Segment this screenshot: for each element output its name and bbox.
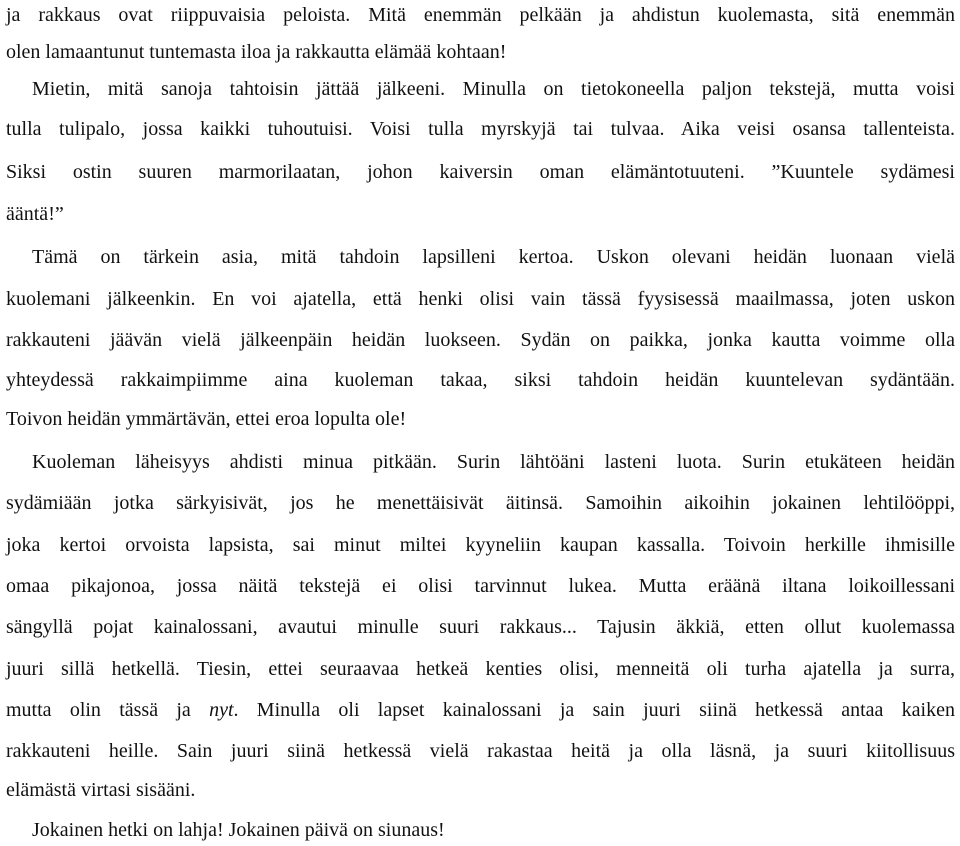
text-line: Jokainen hetki on lahja! Jokainen päivä on siunaus! [32,819,445,841]
text-line: ja rakkaus ovat riippuvaisia peloista. Mitä enemmän pelkään ja ahdistun kuolemasta, sitä enemmän [6,4,955,26]
text-line: rakkauteni jäävän vielä jälkeenpäin heidän luokseen. Sydän on paikka, jonka kautta voimme olla [6,329,955,351]
text-line: sängyllä pojat kainalossani, avautui minulle suuri rakkaus... Tajusin äkkiä, etten ollut kuolemassa [6,616,955,638]
emphasis-word: nyt [209,699,234,721]
text-line: omaa pikajonoa, jossa näitä tekstejä ei olisi tarvinnut lukea. Mutta eräänä iltana loikoillessani [6,575,955,597]
text-line: kuolemani jälkeenkin. En voi ajatella, että henki olisi vain tässä fyysisessä maailmassa, joten uskon [6,288,955,310]
text-line: juuri sillä hetkellä. Tiesin, ettei seuraavaa hetkeä kenties olisi, menneitä oli turha ajatella ja surra, [6,658,955,680]
text-line: ääntä!” [6,203,64,225]
text-line: tulla tulipalo, jossa kaikki tuhoutuisi. Voisi tulla myrskyjä tai tulvaa. Aika veisi osansa tallenteista. [6,118,955,140]
text-line: mutta olin tässä ja nyt. Minulla oli lapset kainalossani ja sain juuri siinä hetkessä antaa kaiken [6,699,955,721]
text-line: yhteydessä rakkaimpiimme aina kuoleman takaa, siksi tahdoin heidän kuuntelevan sydäntään. [6,369,955,391]
text-line: joka kertoi orvoista lapsista, sai minut miltei kyyneliin kaupan kassalla. Toivoin herkille ihmisille [6,534,955,556]
text-line: Mietin, mitä sanoja tahtoisin jättää jälkeeni. Minulla on tietokoneella paljon tekstejä, mutta voisi [32,78,955,100]
text-line: olen lamaantunut tuntemasta iloa ja rakkautta elämää kohtaan! [6,41,507,63]
text-line: Toivon heidän ymmärtävän, ettei eroa lopulta ole! [6,408,407,430]
text-line: Tämä on tärkein asia, mitä tahdoin lapsilleni kertoa. Uskon olevani heidän luonaan vielä [32,246,955,268]
text-line: sydämiään jotka särkyisivät, jos he menettäisivät äitinsä. Samoihin aikoihin jokainen lehtilööppi, [6,492,955,514]
text-line: Kuoleman läheisyys ahdisti minua pitkään. Surin lähtöäni lasteni luota. Surin etukäteen heidän [32,451,955,473]
text-line: Siksi ostin suuren marmorilaatan, johon kaiversin oman elämäntotuuteni. ”Kuuntele sydämesi [6,161,955,183]
text-line: rakkauteni heille. Sain juuri siinä hetkessä vielä rakastaa heitä ja olla läsnä, ja suuri kiitollisuus [6,740,955,762]
text-line: elämästä virtasi sisääni. [6,779,196,801]
